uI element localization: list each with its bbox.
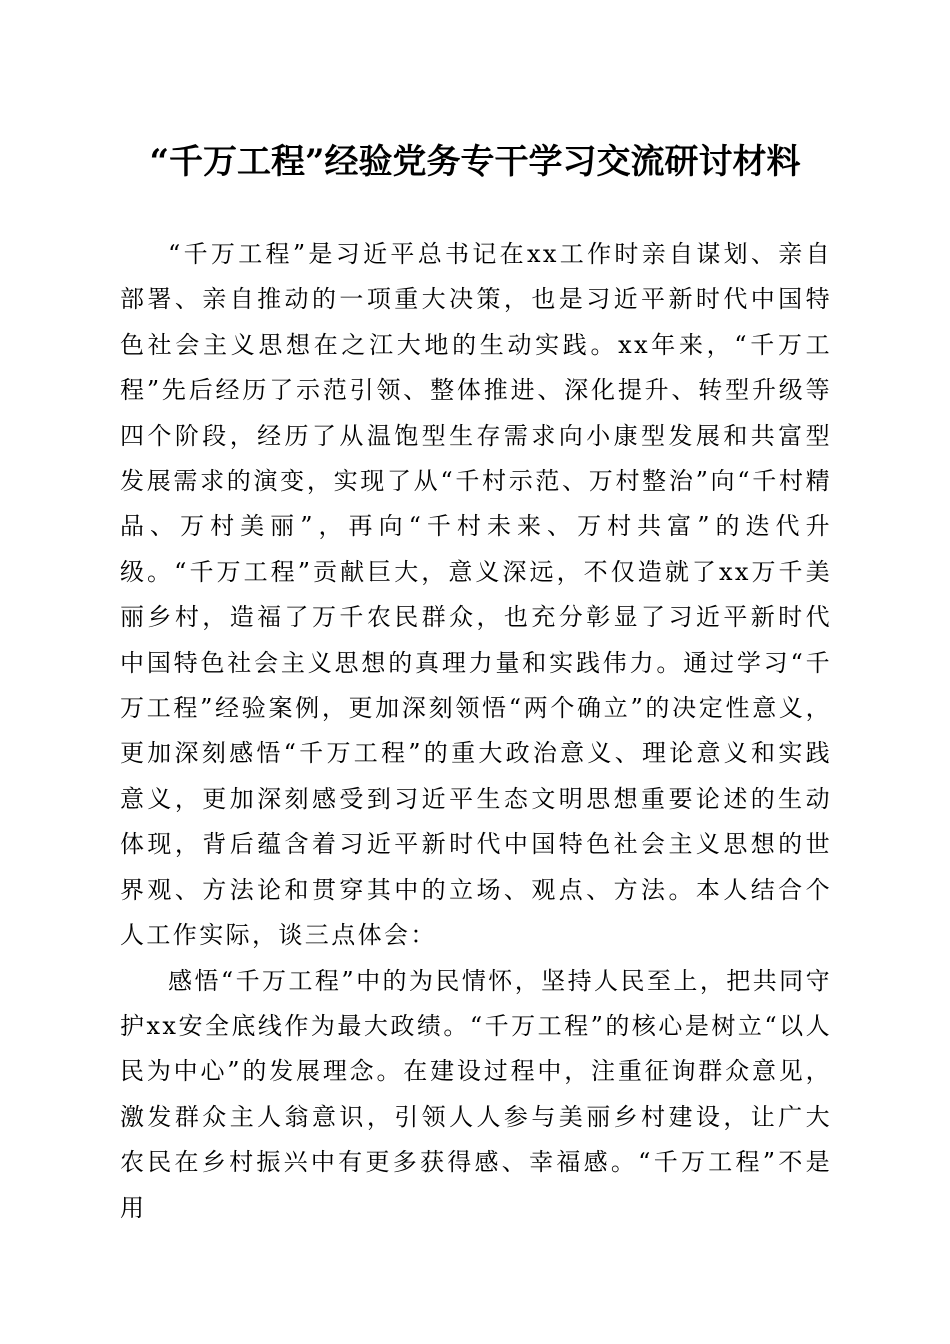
document-title: “千万工程”经验党务专干学习交流研讨材料 bbox=[149, 142, 801, 182]
paragraph-intro: “千万工程”是习近平总书记在xx工作时亲自谋划、亲自部署、亲自推动的一项重大决策，也是习近平新时代中国特色社会主义思想在之江大地的生动实践。xx年来，“千万工程”先后经历了示范引领、整体推进、深化提升、转型升级等四个阶段，经历了从温饱型生存需求向小康型发展和共富型发展需求的演变，实现了从“千村示范、万村整治”向“千村精品、万村美丽”，再向“千村未来、万村共富”的迭代升级。“千万工程”贡献巨大，意义深远，不仅造就了xx万千美丽乡村，造福了万千农民群众，也充分彰显了习近平新时代中国特色社会主义思想的真理力量和实践伟力。通过学习“千万工程”经验案例，更加深刻领悟“两个确立”的决定性意义，更加深刻感悟“千万工程”的重大政治意义、理论意义和实践意义，更加深刻感受到习近平生态文明思想重要论述的生动体现，背后蕴含着习近平新时代中国特色社会主义思想的世界观、方法论和贯穿其中的立场、观点、方法。本人结合个人工作实际，谈三点体会： bbox=[120, 240, 832, 950]
document-body bbox=[120, 232, 832, 1231]
paragraph-first-point: 感悟“千万工程”中的为民情怀，坚持人民至上，把共同守护xx安全底线作为最大政绩。“千万工程”的核心是树立“以人民为中心”的发展理念。在建设过程中，注重征询群众意见，激发群众主人翁意识，引领人人参与美丽乡村建设，让广大农民在乡村振兴中有更多获得感、幸福感。“千万工程”不是用 bbox=[120, 966, 832, 1222]
